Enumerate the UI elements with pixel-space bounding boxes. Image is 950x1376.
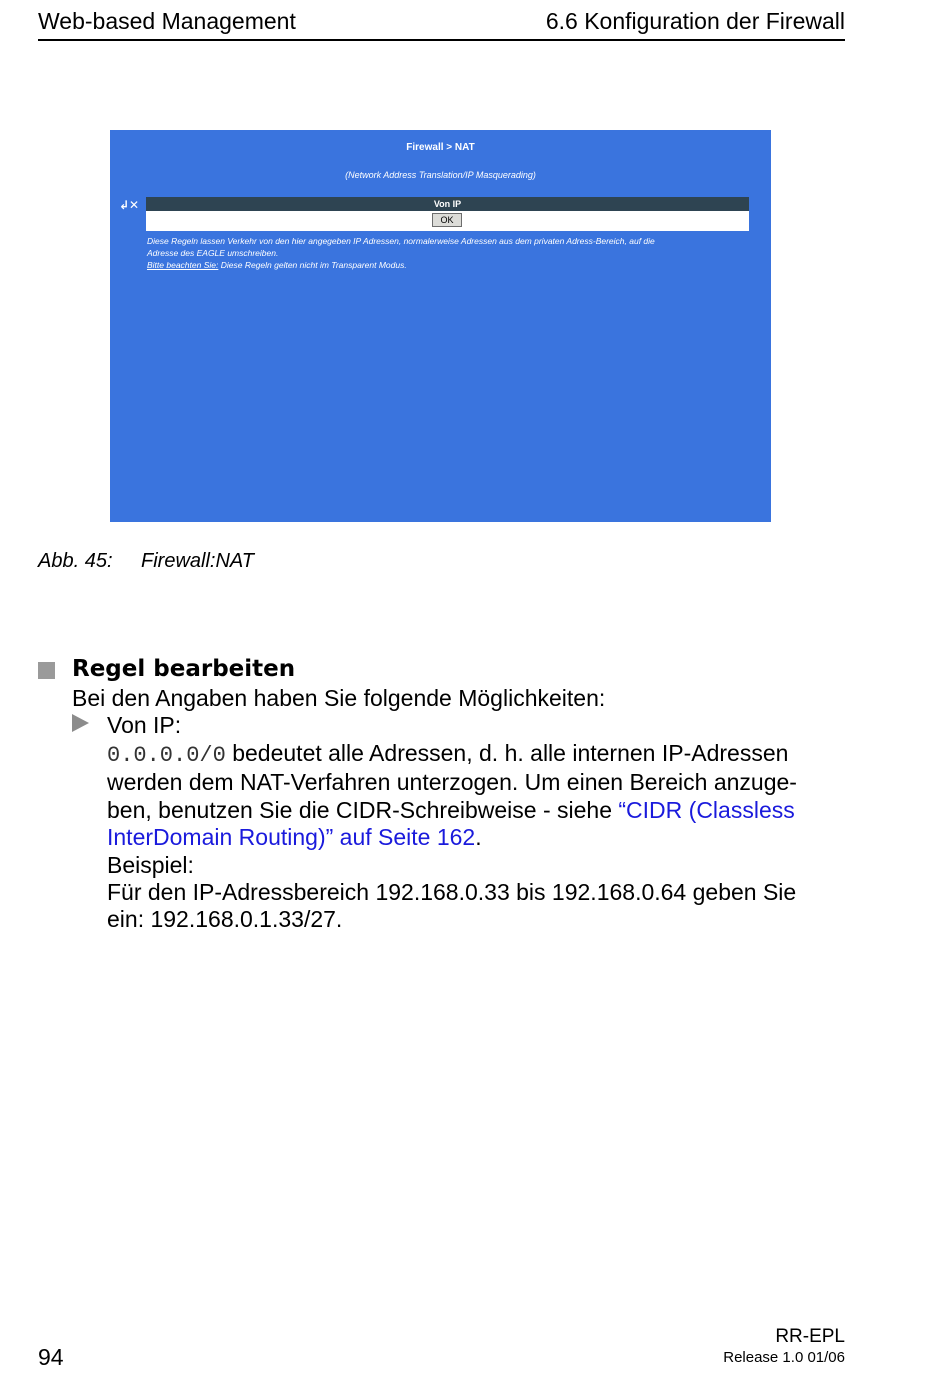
firewall-nat-screenshot — [110, 130, 771, 522]
triangle-bullet-icon — [72, 714, 89, 732]
document-id: RR-EPL — [775, 1326, 845, 1347]
nat-rules-table — [146, 197, 749, 231]
column-header-von-ip: Von IP — [146, 197, 749, 211]
cidr-link-part-1[interactable]: “CIDR (Classless — [618, 796, 795, 823]
table-row — [146, 211, 749, 231]
square-bullet-icon — [38, 662, 55, 679]
para-line-1 — [107, 740, 847, 769]
example-line-1: Für den IP-Adressbereich 192.168.0.33 bis 192.168.0.64 geben Sie — [107, 879, 797, 906]
para-line-3-text: ben, benutzen Sie die CIDR-Schreibweise - siehe — [107, 796, 619, 823]
note-hint-label: Bitte beachten Sie: — [147, 260, 219, 270]
para-line-4 — [107, 824, 847, 851]
caption-text: Firewall:NAT — [141, 550, 254, 572]
section-title: Regel bearbeiten — [72, 656, 296, 682]
release-info: Release 1.0 01/06 — [723, 1349, 845, 1366]
ok-button[interactable]: OK — [432, 213, 462, 227]
section-intro: Bei den Angaben haben Sie folgende Möglichkeiten: — [72, 685, 606, 711]
running-header-left: Web-based Management — [38, 8, 296, 34]
para-line-2: werden dem NAT-Verfahren unterzogen. Um einen Bereich anzuge- — [107, 769, 797, 796]
note-line-2: Adresse des EAGLE umschreiben. — [147, 248, 279, 258]
example-line-2: ein: 192.168.0.1.33/27. — [107, 906, 343, 933]
item-label: Von IP: — [107, 712, 182, 738]
para-line-3 — [107, 797, 847, 824]
note-line-1: Diese Regeln lassen Verkehr von den hier angegeben IP Adressen, normalerweise Adressen aus dem privaten Adress-Bereich, auf die — [147, 236, 655, 246]
para-line-4-tail: . — [475, 824, 482, 851]
screenshot-note — [147, 235, 747, 271]
note-hint-text: Diese Regeln gelten nicht im Transparent Modus. — [218, 260, 407, 270]
caption-label: Abb. 45: — [38, 550, 113, 572]
header-rule — [38, 39, 845, 41]
item-description — [107, 740, 847, 934]
note-line-3 — [147, 259, 747, 271]
code-all-addresses: 0.0.0.0/0 — [107, 743, 226, 768]
running-header-right: 6.6 Konfiguration der Firewall — [545, 8, 845, 34]
example-label: Beispiel: — [107, 851, 194, 878]
screenshot-subtitle: (Network Address Translation/IP Masquerading) — [345, 170, 536, 180]
insert-delete-row-icons[interactable]: ↲✕ — [119, 198, 140, 212]
page-number: 94 — [38, 1344, 64, 1370]
figure-caption — [38, 550, 254, 573]
para-line-1-text: bedeutet alle Adressen, d. h. alle internen IP-Adressen — [225, 740, 789, 766]
cidr-link-part-2[interactable]: InterDomain Routing)” auf Seite 162 — [107, 824, 476, 851]
screenshot-title: Firewall > NAT — [406, 142, 475, 153]
